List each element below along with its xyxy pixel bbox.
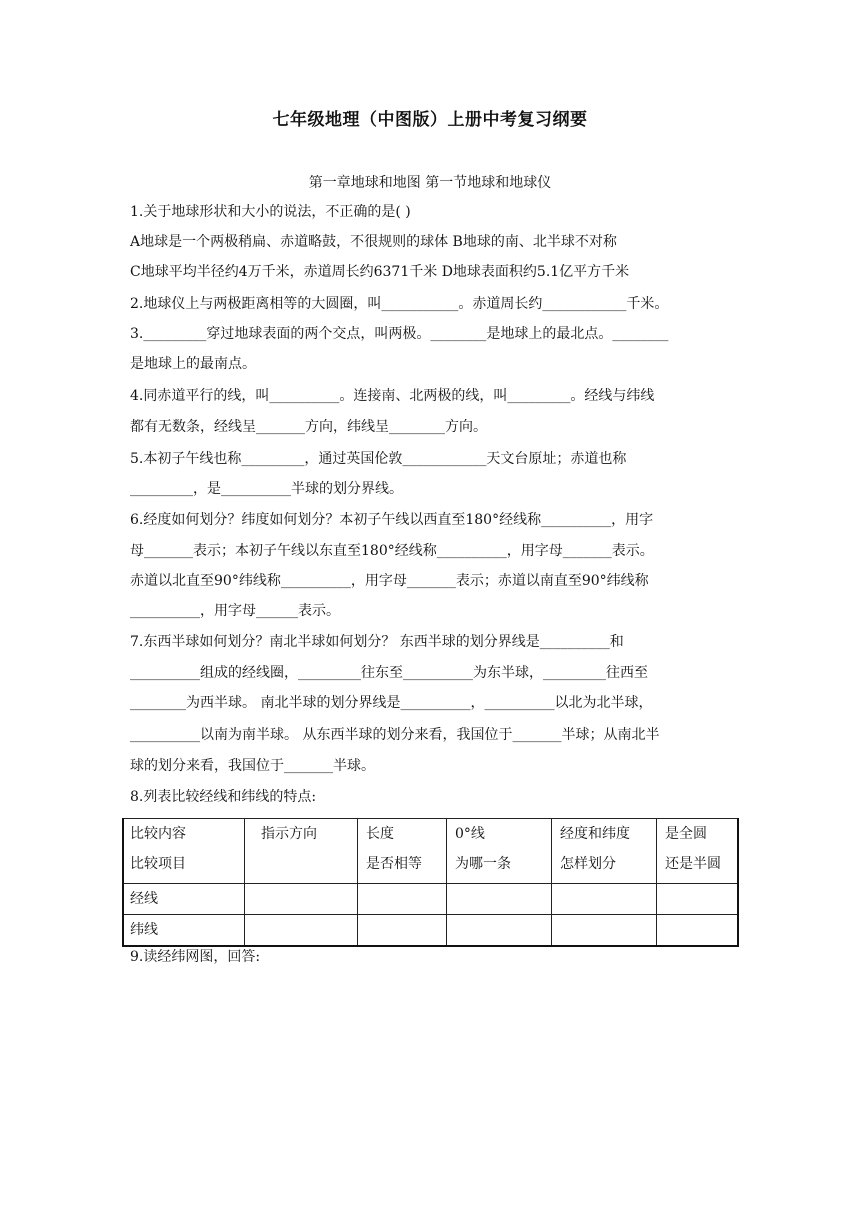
- table-cell: [358, 915, 447, 947]
- table-header-cell: 比较内容 比较项目: [123, 819, 245, 884]
- page-title: 七年级地理（中图版）上册中考复习纲要: [272, 110, 588, 130]
- question-1: 1.关于地球形状和大小的说法，不正确的是( ): [130, 204, 411, 220]
- question-9: 9.读经纬网图，回答:: [130, 949, 261, 965]
- question-6-line-1: 6.经度如何划分？纬度如何划分？本初子午线以西直至180°经线称__________，用字: [130, 512, 654, 528]
- table-row: [123, 915, 738, 947]
- question-6-line-2: 母_______表示；本初子午线以东直至180°经线称__________，用字母_______表示。: [130, 543, 654, 559]
- table-header-cell: 0°线 为哪一条: [447, 819, 552, 884]
- table-row: [123, 884, 738, 915]
- table-cell: [245, 884, 358, 915]
- table-cell: [358, 884, 447, 915]
- table-header-cell: 经度和纬度 怎样划分: [552, 819, 657, 884]
- question-3-line-2: 是地球上的最南点。: [130, 356, 256, 372]
- row-label-parallel: 纬线: [123, 915, 245, 947]
- table-cell: [447, 915, 552, 947]
- row-label-meridian: 经线: [123, 884, 245, 915]
- question-2: 2.地球仪上与两极距离相等的大圆圈，叫___________。赤道周长约____________千米。: [130, 296, 669, 312]
- table-header-cell: 是全圆 还是半圆: [657, 819, 739, 884]
- question-3-line-1: 3._________穿过地球表面的两个交点，叫两极。________是地球上的最北点。________: [130, 326, 669, 342]
- table-cell: [657, 884, 739, 915]
- question-4-line-1: 4.同赤道平行的线，叫__________。连接南、北两极的线，叫_________。经线与纬线: [130, 388, 655, 404]
- question-7-line-1: 7.东西半球如何划分？南北半球如何划分？ 东西半球的划分界线是__________和: [130, 634, 624, 650]
- table-cell: [447, 884, 552, 915]
- question-5-line-2: _________，是__________半球的划分界线。: [130, 481, 403, 497]
- chapter-subtitle: 第一章地球和地图 第一节地球和地球仪: [308, 175, 552, 191]
- table-header-cell: 指示方向: [245, 819, 358, 884]
- question-7-line-3: ________为西半球。 南北半球的划分界线是__________，__________以北为北半球，: [130, 695, 653, 711]
- table-cell: [552, 915, 657, 947]
- question-7-line-5: 球的划分来看，我国位于_______半球。: [130, 758, 375, 774]
- question-8: 8.列表比较经线和纬线的特点:: [130, 789, 317, 805]
- question-6-line-4: __________，用字母______表示。: [130, 603, 340, 619]
- question-5-line-1: 5.本初子午线也称_________，通过英国伦敦____________天文台原址；赤道也称: [130, 451, 627, 467]
- table-cell: [245, 915, 358, 947]
- table-cell: [657, 915, 739, 947]
- question-7-line-4: __________以南为南半球。 从东西半球的划分来看，我国位于_______半球；从南北半: [130, 727, 660, 743]
- comparison-table: [122, 818, 739, 947]
- question-6-line-3: 赤道以北直至90°纬线称__________，用字母_______表示；赤道以南直至90°纬线称: [130, 573, 649, 589]
- table-header-cell: 长度 是否相等: [358, 819, 447, 884]
- option-a-b: A地球是一个两极稍扁、赤道略鼓，不很规则的球体 B地球的南、北半球不对称: [130, 234, 617, 250]
- question-4-line-2: 都有无数条，经线呈_______方向，纬线呈________方向。: [130, 419, 487, 435]
- question-7-line-2: __________组成的经线圈，_________往东至__________为东半球，_________往西至: [130, 665, 648, 681]
- table-header-row: [123, 819, 738, 884]
- table-cell: [552, 884, 657, 915]
- option-c-d: C地球平均半径约4万千米，赤道周长约6371千米 D地球表面积约5.1亿平方千米: [130, 264, 630, 280]
